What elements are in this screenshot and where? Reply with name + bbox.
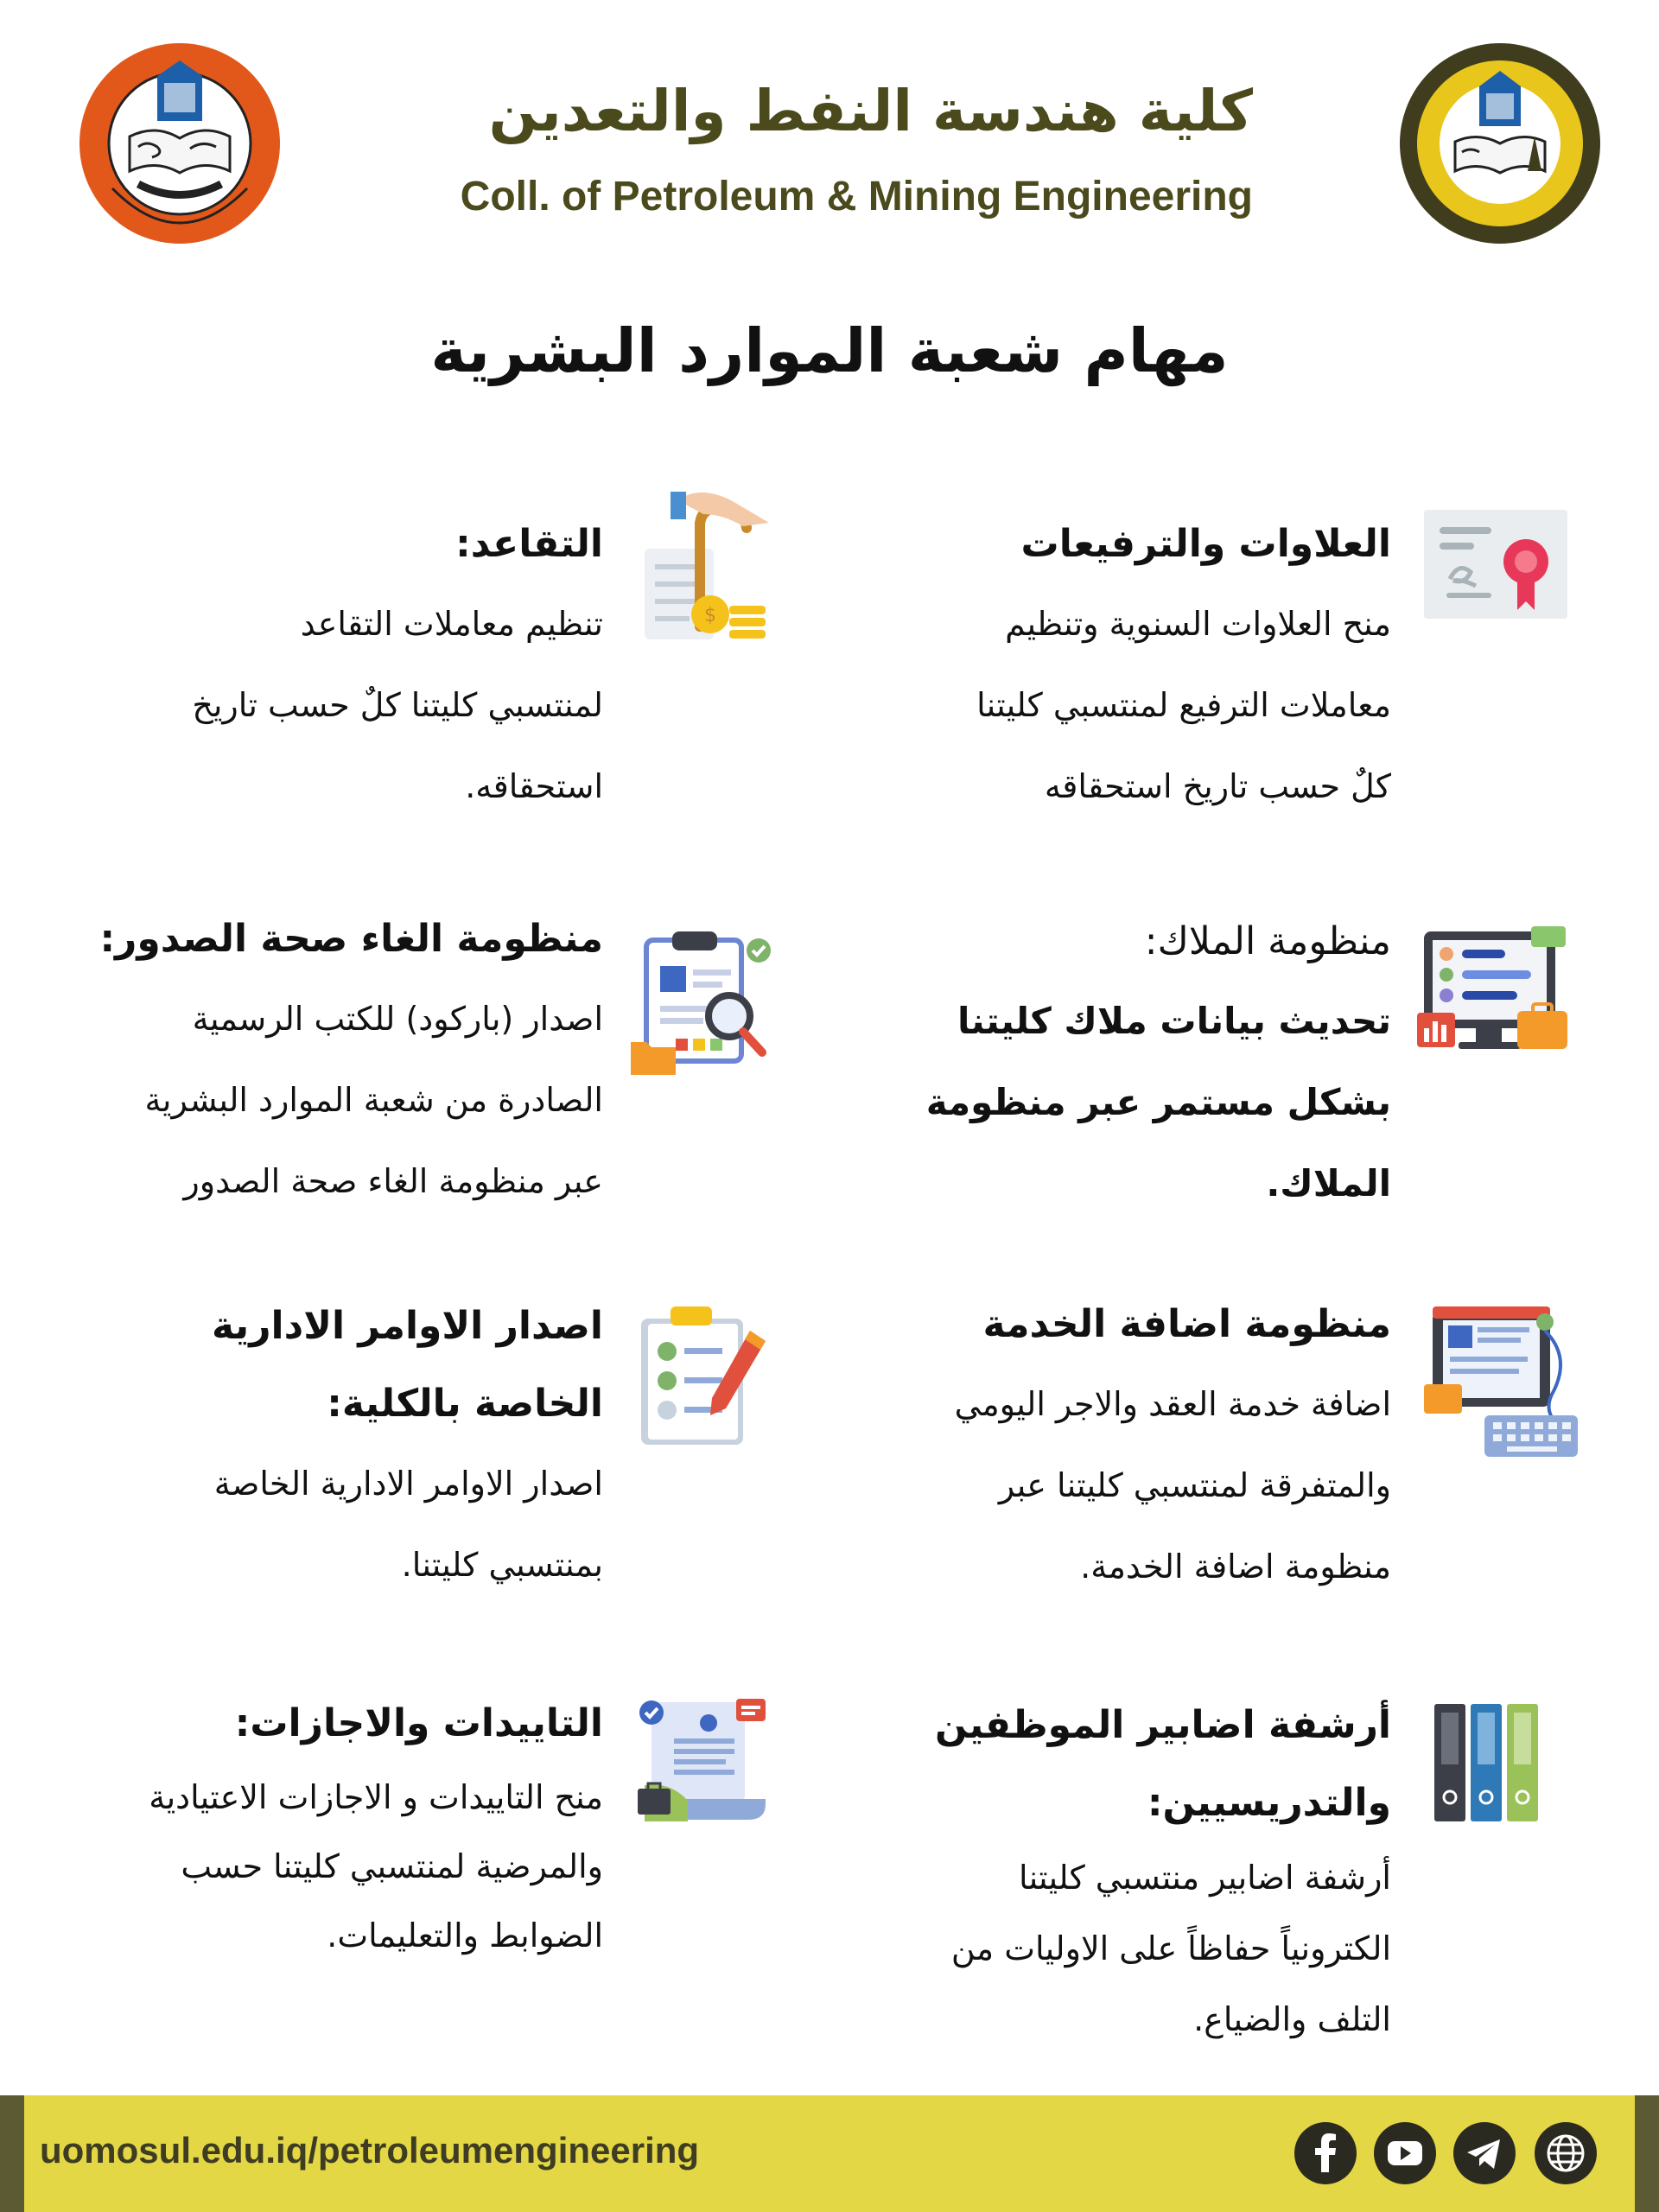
footer-accent-left (0, 2095, 24, 2212)
svg-text:$: $ (704, 605, 716, 626)
globe-icon[interactable] (1535, 2122, 1597, 2184)
section-line: اصدار الاوامر الادارية الخاصة (213, 1465, 603, 1503)
footer-accent-right (1635, 2095, 1659, 2212)
section-line: اضافة خدمة العقد والاجر اليومي (954, 1385, 1391, 1423)
college-logo (1398, 41, 1602, 245)
certificate-icon (1424, 510, 1567, 619)
section-title: أرشفة اضابير الموظفين (935, 1703, 1391, 1747)
document-scroll-icon (636, 1699, 769, 1825)
section-title: اصدار الاوامر الادارية (212, 1304, 603, 1348)
youtube-icon[interactable] (1374, 2122, 1436, 2184)
section-line: الصادرة من شعبة الموارد البشرية (144, 1081, 603, 1119)
section-issuance-validation (60, 900, 603, 1222)
section-line: تحديث بيانات ملاك كليتنا (957, 1000, 1391, 1042)
section-administrative-orders (60, 1287, 603, 1605)
section-line: الكترونياً حفاظاً على الاوليات من (950, 1929, 1391, 1967)
binders-icon (1431, 1700, 1543, 1825)
section-title: منظومة الملاك: (1144, 919, 1391, 963)
section-line: كلٌ حسب تاريخ استحقاقه (1044, 767, 1391, 805)
clipboard-checklist-icon (639, 1306, 769, 1448)
section-line: استحقاقه. (465, 767, 603, 805)
website-url-link[interactable]: uomosul.edu.iq/petroleumengineering (40, 2130, 700, 2171)
section-line: تنظيم معاملات التقاعد (300, 605, 603, 643)
document-search-icon (631, 931, 779, 1080)
section-line: عبر منظومة الغاء صحة الصدور (183, 1162, 603, 1200)
section-title: والتدريسيين: (1147, 1781, 1391, 1825)
retirement-cane-coins-icon (639, 488, 778, 652)
section-title: التقاعد: (455, 522, 603, 566)
section-line: بمنتسبي كليتنا. (401, 1546, 603, 1584)
section-line: التلف والضياع. (1193, 2000, 1391, 2038)
section-line: الملاك. (1266, 1162, 1391, 1205)
section-line: لمنتسبي كليتنا كلٌ حسب تاريخ (192, 686, 603, 724)
section-title: العلاوات والترفيعات (1020, 522, 1391, 566)
section-title: التاييدات والاجازات: (234, 1701, 603, 1745)
university-of-mosul-logo (78, 41, 282, 245)
section-line: والمتفرقة لمنتسبي كليتنا عبر (998, 1466, 1391, 1504)
section-line: الضوابط والتعليمات. (327, 1916, 603, 1955)
computer-keyboard-icon (1424, 1305, 1580, 1460)
section-staff-system (847, 903, 1391, 1224)
section-service-addition (847, 1286, 1391, 1607)
section-employee-archiving (847, 1687, 1391, 2055)
college-title-english: Coll. of Petroleum & Mining Engineering (460, 174, 1253, 219)
section-title: منظومة اضافة الخدمة (982, 1302, 1391, 1346)
staff-computer-icon (1417, 926, 1571, 1058)
section-line: اصدار (باركود) للكتب الرسمية (192, 1000, 603, 1038)
page-title: مهام شعبة الموارد البشرية (430, 315, 1229, 386)
section-line: منح العلاوات السنوية وتنظيم (1005, 605, 1391, 643)
facebook-icon[interactable] (1294, 2122, 1357, 2184)
section-line: معاملات الترفيع لمنتسبي كليتنا (976, 686, 1391, 724)
section-line: بشكل مستمر عبر منظومة (925, 1081, 1391, 1123)
college-title-arabic: كلية هندسة النفط والتعدين (488, 78, 1253, 144)
section-title: منظومة الغاء صحة الصدور: (99, 917, 603, 961)
section-line: منظومة اضافة الخدمة. (1080, 1548, 1391, 1586)
section-line: والمرضية لمنتسبي كليتنا حسب (181, 1847, 603, 1885)
telegram-icon[interactable] (1453, 2122, 1516, 2184)
section-retirement (60, 505, 603, 827)
section-allowances-promotions (847, 505, 1391, 827)
section-certifications-leaves (60, 1685, 603, 1970)
section-line: منح التاييدات و الاجازات الاعتيادية (149, 1778, 603, 1816)
section-title: الخاصة بالكلية: (327, 1382, 603, 1426)
section-line: أرشفة اضابير منتسبي كليتنا (1019, 1859, 1391, 1897)
